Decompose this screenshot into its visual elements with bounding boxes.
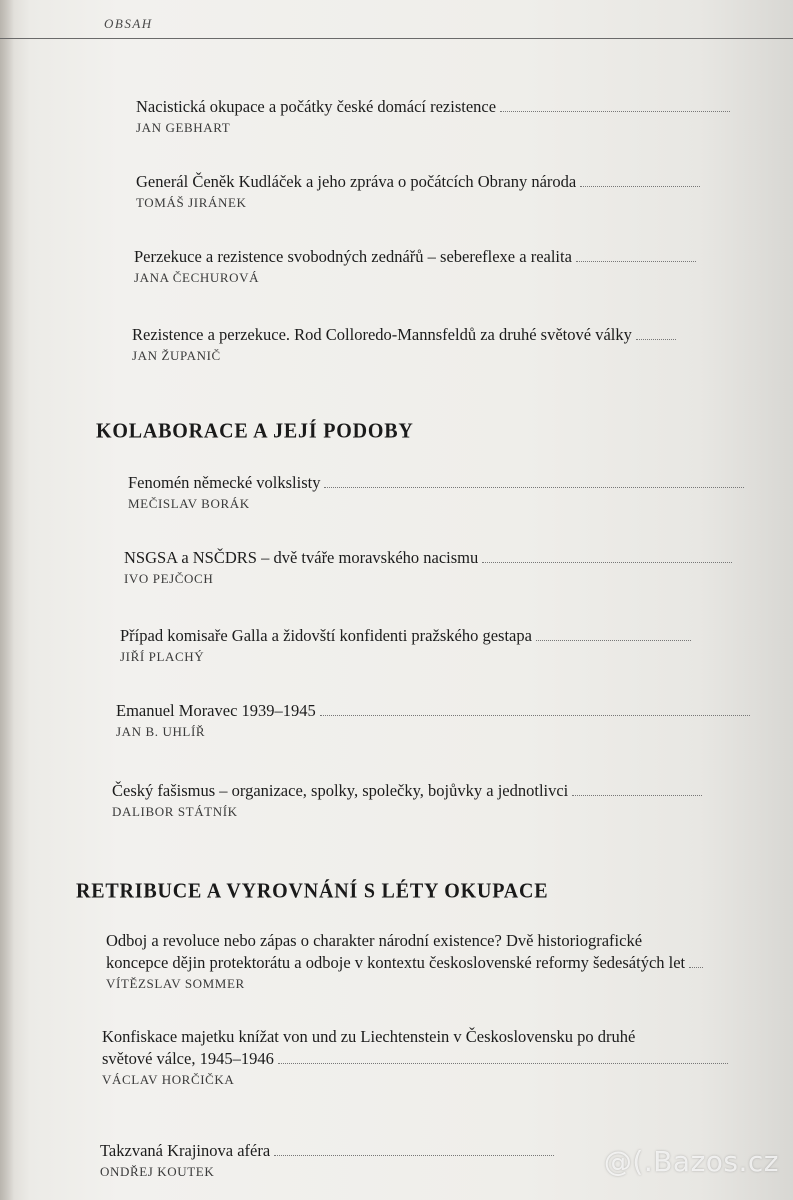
- entry-title: Perzekuce a rezistence svobodných zednářů – sebereflexe a realita: [134, 246, 696, 268]
- binding-shadow: [0, 0, 14, 1200]
- entry-author: MEČISLAV BORÁK: [128, 496, 250, 511]
- entry-title: Případ komisaře Galla a židovští konfidenti pražského gestapa: [120, 625, 691, 647]
- entry-author: VÍTĚZSLAV SOMMER: [106, 976, 245, 991]
- toc-entry: [106, 930, 703, 992]
- toc-entry: [136, 96, 730, 136]
- toc-entry: [136, 171, 700, 211]
- entry-title-line: Odboj a revoluce nebo zápas o charakter národní existence? Dvě historiografické: [106, 931, 643, 950]
- entry-author: JANA ČECHUROVÁ: [134, 270, 260, 285]
- section-heading-retribuce: RETRIBUCE A VYROVNÁNÍ S LÉTY OKUPACE: [76, 879, 549, 903]
- toc-entry: [100, 1140, 554, 1180]
- section-heading-kolaborace: KOLABORACE A JEJÍ PODOBY: [96, 419, 414, 443]
- entry-title: Nacistická okupace a počátky české domácí rezistence: [136, 96, 730, 118]
- entry-title: Rezistence a perzekuce. Rod Colloredo-Mannsfeldů za druhé světové války: [132, 324, 676, 346]
- entry-author: ONDŘEJ KOUTEK: [100, 1164, 215, 1179]
- entry-title: Fenomén německé volkslisty: [128, 472, 744, 494]
- toc-entry: [120, 625, 691, 665]
- toc-entry: [128, 472, 744, 512]
- entry-author: JAN GEBHART: [136, 120, 231, 135]
- entry-title-line: Konfiskace majetku knížat von und zu Liechtenstein v Československu po druhé: [102, 1027, 636, 1046]
- entry-title: Emanuel Moravec 1939–1945: [116, 700, 750, 722]
- entry-title: Český fašismus – organizace, spolky, společky, bojůvky a jednotlivci: [112, 780, 702, 802]
- toc-entry: [132, 324, 676, 364]
- entry-author: JAN ŽUPANIČ: [132, 348, 221, 363]
- site-watermark: @(.Bazos.cz: [603, 1145, 779, 1178]
- entry-author: JIŘÍ PLACHÝ: [120, 649, 205, 664]
- toc-entry: [134, 246, 696, 286]
- toc-entry: [124, 547, 732, 587]
- entry-title: koncepce dějin protektorátu a odboje v kontextu československé reformy šedesátých let: [106, 952, 703, 974]
- header-rule: [0, 38, 793, 39]
- entry-author: JAN B. UHLÍŘ: [116, 724, 206, 739]
- entry-title: NSGSA a NSČDRS – dvě tváře moravského nacismu: [124, 547, 732, 569]
- entry-title: Generál Čeněk Kudláček a jeho zpráva o počátcích Obrany národa: [136, 171, 700, 193]
- entry-title: Takzvaná Krajinova aféra: [100, 1140, 554, 1162]
- running-header: OBSAH: [104, 16, 153, 31]
- toc-entry: [116, 700, 750, 740]
- entry-author: VÁCLAV HORČIČKA: [102, 1072, 235, 1087]
- toc-entry: [102, 1026, 728, 1088]
- entry-author: IVO PEJČOCH: [124, 571, 214, 586]
- toc-entry: [112, 780, 702, 820]
- entry-author: DALIBOR STÁTNÍK: [112, 804, 238, 819]
- entry-title: světové válce, 1945–1946: [102, 1048, 728, 1070]
- entry-author: TOMÁŠ JIRÁNEK: [136, 195, 247, 210]
